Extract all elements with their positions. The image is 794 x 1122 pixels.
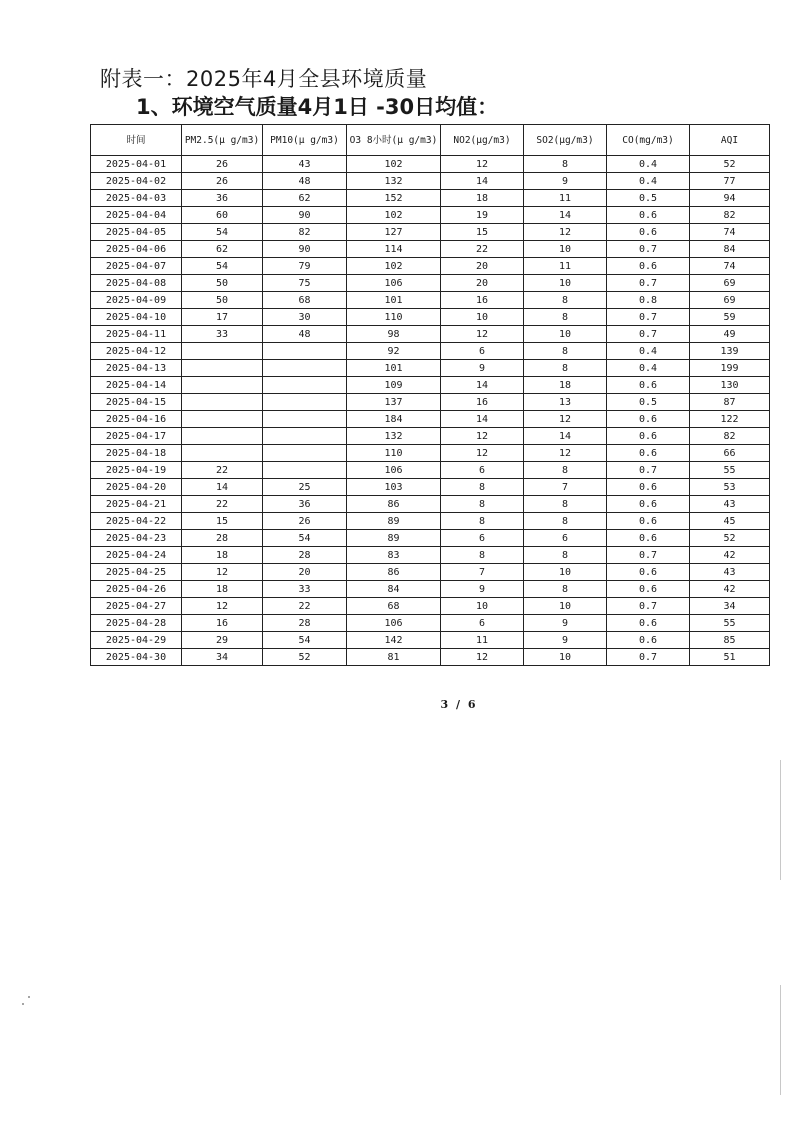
cell-aqi: 94 — [690, 190, 770, 207]
header-time: 时间 — [91, 125, 182, 156]
table-row — [91, 598, 770, 615]
table-row — [91, 377, 770, 394]
cell-no2: 14 — [441, 377, 524, 394]
cell-pm25 — [182, 428, 263, 445]
cell-pm25: 36 — [182, 190, 263, 207]
cell-pm25 — [182, 394, 263, 411]
cell-pm25: 16 — [182, 615, 263, 632]
cell-date: 2025-04-29 — [91, 632, 182, 649]
table-row — [91, 343, 770, 360]
cell-co: 0.6 — [607, 615, 690, 632]
cell-pm10 — [263, 428, 347, 445]
cell-aqi: 52 — [690, 530, 770, 547]
header-aqi: AQI — [690, 125, 770, 156]
cell-pm10 — [263, 360, 347, 377]
cell-pm10: 36 — [263, 496, 347, 513]
cell-aqi: 82 — [690, 428, 770, 445]
table-body — [91, 156, 770, 666]
cell-date: 2025-04-04 — [91, 207, 182, 224]
cell-date: 2025-04-19 — [91, 462, 182, 479]
section-heading: 1、环境空气质量4月1日 -30日均值： — [136, 95, 499, 119]
cell-pm25: 34 — [182, 649, 263, 666]
cell-pm25: 12 — [182, 598, 263, 615]
cell-o3: 102 — [347, 156, 441, 173]
header-so2: SO2(μg/m3) — [524, 125, 607, 156]
table-row — [91, 632, 770, 649]
header-o3-8h: O3 8小时(μ g/m3) — [347, 125, 441, 156]
cell-co: 0.4 — [607, 173, 690, 190]
cell-date: 2025-04-24 — [91, 547, 182, 564]
cell-co: 0.6 — [607, 377, 690, 394]
cell-co: 0.6 — [607, 513, 690, 530]
scan-edge-line — [780, 985, 781, 1095]
cell-no2: 16 — [441, 292, 524, 309]
cell-aqi: 52 — [690, 156, 770, 173]
cell-no2: 8 — [441, 513, 524, 530]
cell-co: 0.6 — [607, 581, 690, 598]
cell-no2: 8 — [441, 496, 524, 513]
cell-so2: 12 — [524, 445, 607, 462]
cell-date: 2025-04-07 — [91, 258, 182, 275]
cell-no2: 6 — [441, 530, 524, 547]
cell-no2: 12 — [441, 445, 524, 462]
cell-so2: 18 — [524, 377, 607, 394]
cell-no2: 10 — [441, 309, 524, 326]
table-row — [91, 275, 770, 292]
cell-pm25: 14 — [182, 479, 263, 496]
cell-so2: 8 — [524, 462, 607, 479]
cell-pm25: 26 — [182, 156, 263, 173]
table-row — [91, 564, 770, 581]
cell-no2: 15 — [441, 224, 524, 241]
cell-co: 0.7 — [607, 275, 690, 292]
cell-pm25 — [182, 360, 263, 377]
header-pm25: PM2.5(μ g/m3) — [182, 125, 263, 156]
cell-so2: 8 — [524, 309, 607, 326]
header-co: CO(mg/m3) — [607, 125, 690, 156]
cell-so2: 8 — [524, 343, 607, 360]
cell-date: 2025-04-16 — [91, 411, 182, 428]
table-row — [91, 156, 770, 173]
cell-aqi: 42 — [690, 547, 770, 564]
cell-date: 2025-04-25 — [91, 564, 182, 581]
table-row — [91, 173, 770, 190]
cell-co: 0.7 — [607, 326, 690, 343]
table-row — [91, 428, 770, 445]
cell-date: 2025-04-30 — [91, 649, 182, 666]
cell-pm10: 79 — [263, 258, 347, 275]
cell-o3: 102 — [347, 207, 441, 224]
cell-pm10: 62 — [263, 190, 347, 207]
cell-o3: 101 — [347, 292, 441, 309]
table-row — [91, 445, 770, 462]
cell-o3: 86 — [347, 496, 441, 513]
cell-no2: 12 — [441, 649, 524, 666]
cell-so2: 10 — [524, 564, 607, 581]
cell-pm10 — [263, 462, 347, 479]
cell-so2: 10 — [524, 598, 607, 615]
cell-o3: 89 — [347, 513, 441, 530]
header-no2: NO2(μg/m3) — [441, 125, 524, 156]
cell-co: 0.6 — [607, 564, 690, 581]
cell-o3: 127 — [347, 224, 441, 241]
table-row — [91, 411, 770, 428]
cell-pm10: 22 — [263, 598, 347, 615]
cell-co: 0.7 — [607, 598, 690, 615]
cell-date: 2025-04-06 — [91, 241, 182, 258]
cell-aqi: 77 — [690, 173, 770, 190]
cell-pm25: 33 — [182, 326, 263, 343]
cell-pm10: 28 — [263, 547, 347, 564]
cell-pm10: 30 — [263, 309, 347, 326]
table-row — [91, 530, 770, 547]
cell-co: 0.7 — [607, 649, 690, 666]
cell-co: 0.7 — [607, 547, 690, 564]
cell-no2: 6 — [441, 462, 524, 479]
cell-aqi: 43 — [690, 496, 770, 513]
cell-aqi: 74 — [690, 224, 770, 241]
cell-date: 2025-04-05 — [91, 224, 182, 241]
cell-o3: 103 — [347, 479, 441, 496]
cell-o3: 106 — [347, 615, 441, 632]
cell-co: 0.6 — [607, 479, 690, 496]
cell-aqi: 84 — [690, 241, 770, 258]
cell-aqi: 122 — [690, 411, 770, 428]
cell-no2: 11 — [441, 632, 524, 649]
cell-date: 2025-04-13 — [91, 360, 182, 377]
cell-pm10: 82 — [263, 224, 347, 241]
table-row — [91, 224, 770, 241]
cell-aqi: 43 — [690, 564, 770, 581]
cell-so2: 8 — [524, 547, 607, 564]
scan-edge-line — [780, 760, 781, 880]
cell-aqi: 87 — [690, 394, 770, 411]
cell-o3: 86 — [347, 564, 441, 581]
scan-speck — [22, 1003, 24, 1005]
cell-co: 0.7 — [607, 241, 690, 258]
cell-date: 2025-04-14 — [91, 377, 182, 394]
table-header-row — [91, 125, 770, 156]
cell-so2: 11 — [524, 190, 607, 207]
cell-pm25: 62 — [182, 241, 263, 258]
table-row — [91, 258, 770, 275]
cell-date: 2025-04-18 — [91, 445, 182, 462]
cell-date: 2025-04-15 — [91, 394, 182, 411]
cell-o3: 142 — [347, 632, 441, 649]
cell-pm25: 22 — [182, 462, 263, 479]
cell-pm25: 50 — [182, 292, 263, 309]
cell-pm10: 75 — [263, 275, 347, 292]
cell-o3: 101 — [347, 360, 441, 377]
cell-pm10: 25 — [263, 479, 347, 496]
cell-pm25: 17 — [182, 309, 263, 326]
cell-no2: 20 — [441, 275, 524, 292]
cell-aqi: 34 — [690, 598, 770, 615]
table-row — [91, 615, 770, 632]
cell-o3: 114 — [347, 241, 441, 258]
cell-so2: 10 — [524, 241, 607, 258]
cell-date: 2025-04-10 — [91, 309, 182, 326]
cell-co: 0.4 — [607, 156, 690, 173]
cell-co: 0.6 — [607, 445, 690, 462]
cell-co: 0.6 — [607, 530, 690, 547]
cell-date: 2025-04-08 — [91, 275, 182, 292]
cell-o3: 110 — [347, 309, 441, 326]
cell-no2: 10 — [441, 598, 524, 615]
cell-no2: 18 — [441, 190, 524, 207]
cell-no2: 7 — [441, 564, 524, 581]
cell-co: 0.6 — [607, 224, 690, 241]
cell-so2: 8 — [524, 156, 607, 173]
cell-no2: 8 — [441, 479, 524, 496]
cell-so2: 12 — [524, 224, 607, 241]
header-pm10: PM10(μ g/m3) — [263, 125, 347, 156]
cell-o3: 68 — [347, 598, 441, 615]
cell-so2: 8 — [524, 581, 607, 598]
cell-pm10: 48 — [263, 326, 347, 343]
cell-co: 0.7 — [607, 309, 690, 326]
cell-o3: 152 — [347, 190, 441, 207]
cell-pm10: 20 — [263, 564, 347, 581]
cell-no2: 20 — [441, 258, 524, 275]
cell-pm25: 18 — [182, 581, 263, 598]
cell-co: 0.6 — [607, 428, 690, 445]
cell-date: 2025-04-02 — [91, 173, 182, 190]
cell-pm25: 28 — [182, 530, 263, 547]
cell-co: 0.6 — [607, 411, 690, 428]
cell-aqi: 69 — [690, 275, 770, 292]
cell-date: 2025-04-22 — [91, 513, 182, 530]
cell-pm25: 60 — [182, 207, 263, 224]
cell-aqi: 74 — [690, 258, 770, 275]
cell-pm25 — [182, 445, 263, 462]
cell-so2: 8 — [524, 360, 607, 377]
cell-pm10 — [263, 394, 347, 411]
table-row — [91, 462, 770, 479]
cell-no2: 9 — [441, 581, 524, 598]
cell-so2: 13 — [524, 394, 607, 411]
cell-so2: 8 — [524, 496, 607, 513]
cell-aqi: 49 — [690, 326, 770, 343]
cell-aqi: 82 — [690, 207, 770, 224]
cell-pm25: 18 — [182, 547, 263, 564]
cell-aqi: 55 — [690, 462, 770, 479]
cell-so2: 14 — [524, 428, 607, 445]
cell-pm25: 29 — [182, 632, 263, 649]
air-quality-table — [90, 124, 770, 666]
table-row — [91, 547, 770, 564]
cell-pm25 — [182, 377, 263, 394]
cell-date: 2025-04-12 — [91, 343, 182, 360]
cell-date: 2025-04-01 — [91, 156, 182, 173]
cell-pm10 — [263, 377, 347, 394]
table-row — [91, 649, 770, 666]
cell-aqi: 130 — [690, 377, 770, 394]
cell-so2: 10 — [524, 275, 607, 292]
cell-no2: 19 — [441, 207, 524, 224]
cell-so2: 7 — [524, 479, 607, 496]
cell-aqi: 199 — [690, 360, 770, 377]
cell-co: 0.8 — [607, 292, 690, 309]
cell-pm10: 26 — [263, 513, 347, 530]
cell-co: 0.7 — [607, 462, 690, 479]
table-row — [91, 207, 770, 224]
cell-so2: 8 — [524, 513, 607, 530]
cell-co: 0.5 — [607, 394, 690, 411]
cell-aqi: 85 — [690, 632, 770, 649]
cell-aqi: 51 — [690, 649, 770, 666]
cell-pm10: 54 — [263, 632, 347, 649]
cell-o3: 109 — [347, 377, 441, 394]
cell-aqi: 69 — [690, 292, 770, 309]
cell-so2: 10 — [524, 326, 607, 343]
cell-o3: 106 — [347, 462, 441, 479]
cell-o3: 106 — [347, 275, 441, 292]
cell-o3: 98 — [347, 326, 441, 343]
cell-date: 2025-04-28 — [91, 615, 182, 632]
cell-aqi: 59 — [690, 309, 770, 326]
cell-no2: 8 — [441, 547, 524, 564]
cell-o3: 89 — [347, 530, 441, 547]
table-row — [91, 360, 770, 377]
cell-so2: 6 — [524, 530, 607, 547]
cell-no2: 14 — [441, 411, 524, 428]
cell-no2: 9 — [441, 360, 524, 377]
cell-pm25: 54 — [182, 224, 263, 241]
cell-aqi: 53 — [690, 479, 770, 496]
appendix-heading: 附表一：2025年4月全县环境质量 — [100, 67, 428, 91]
cell-o3: 184 — [347, 411, 441, 428]
cell-o3: 110 — [347, 445, 441, 462]
cell-pm10: 54 — [263, 530, 347, 547]
table-row — [91, 309, 770, 326]
table-row — [91, 479, 770, 496]
cell-date: 2025-04-23 — [91, 530, 182, 547]
cell-pm10: 48 — [263, 173, 347, 190]
cell-so2: 8 — [524, 292, 607, 309]
table-row — [91, 241, 770, 258]
cell-co: 0.6 — [607, 207, 690, 224]
table-row — [91, 326, 770, 343]
cell-o3: 132 — [347, 428, 441, 445]
table-row — [91, 581, 770, 598]
cell-co: 0.6 — [607, 632, 690, 649]
cell-so2: 9 — [524, 632, 607, 649]
cell-pm10: 28 — [263, 615, 347, 632]
cell-no2: 6 — [441, 615, 524, 632]
cell-so2: 14 — [524, 207, 607, 224]
cell-pm25: 22 — [182, 496, 263, 513]
cell-aqi: 139 — [690, 343, 770, 360]
table-row — [91, 292, 770, 309]
cell-date: 2025-04-03 — [91, 190, 182, 207]
cell-date: 2025-04-27 — [91, 598, 182, 615]
cell-no2: 12 — [441, 156, 524, 173]
cell-date: 2025-04-17 — [91, 428, 182, 445]
table-row — [91, 496, 770, 513]
cell-pm25: 12 — [182, 564, 263, 581]
cell-pm10: 33 — [263, 581, 347, 598]
cell-no2: 12 — [441, 428, 524, 445]
cell-so2: 12 — [524, 411, 607, 428]
cell-pm25 — [182, 411, 263, 428]
cell-no2: 14 — [441, 173, 524, 190]
cell-pm25: 50 — [182, 275, 263, 292]
cell-so2: 10 — [524, 649, 607, 666]
cell-pm10 — [263, 445, 347, 462]
cell-aqi: 55 — [690, 615, 770, 632]
cell-pm10: 43 — [263, 156, 347, 173]
cell-no2: 6 — [441, 343, 524, 360]
cell-o3: 84 — [347, 581, 441, 598]
cell-o3: 137 — [347, 394, 441, 411]
cell-co: 0.6 — [607, 258, 690, 275]
page-number: 3 / 6 — [440, 698, 478, 711]
cell-co: 0.6 — [607, 496, 690, 513]
cell-co: 0.4 — [607, 360, 690, 377]
cell-pm25: 15 — [182, 513, 263, 530]
cell-pm10: 68 — [263, 292, 347, 309]
cell-o3: 92 — [347, 343, 441, 360]
cell-aqi: 45 — [690, 513, 770, 530]
cell-date: 2025-04-21 — [91, 496, 182, 513]
cell-so2: 9 — [524, 173, 607, 190]
cell-o3: 83 — [347, 547, 441, 564]
cell-no2: 16 — [441, 394, 524, 411]
cell-pm10 — [263, 343, 347, 360]
cell-pm10: 90 — [263, 241, 347, 258]
cell-pm10: 90 — [263, 207, 347, 224]
cell-no2: 12 — [441, 326, 524, 343]
cell-pm25: 54 — [182, 258, 263, 275]
table-row — [91, 513, 770, 530]
cell-co: 0.5 — [607, 190, 690, 207]
cell-no2: 22 — [441, 241, 524, 258]
cell-date: 2025-04-20 — [91, 479, 182, 496]
cell-aqi: 66 — [690, 445, 770, 462]
cell-pm25 — [182, 343, 263, 360]
cell-pm10: 52 — [263, 649, 347, 666]
cell-aqi: 42 — [690, 581, 770, 598]
cell-co: 0.4 — [607, 343, 690, 360]
cell-date: 2025-04-09 — [91, 292, 182, 309]
cell-date: 2025-04-26 — [91, 581, 182, 598]
table-row — [91, 394, 770, 411]
cell-pm25: 26 — [182, 173, 263, 190]
cell-so2: 11 — [524, 258, 607, 275]
scan-speck — [28, 996, 30, 998]
cell-date: 2025-04-11 — [91, 326, 182, 343]
table-row — [91, 190, 770, 207]
cell-pm10 — [263, 411, 347, 428]
cell-o3: 81 — [347, 649, 441, 666]
cell-o3: 102 — [347, 258, 441, 275]
cell-o3: 132 — [347, 173, 441, 190]
cell-so2: 9 — [524, 615, 607, 632]
